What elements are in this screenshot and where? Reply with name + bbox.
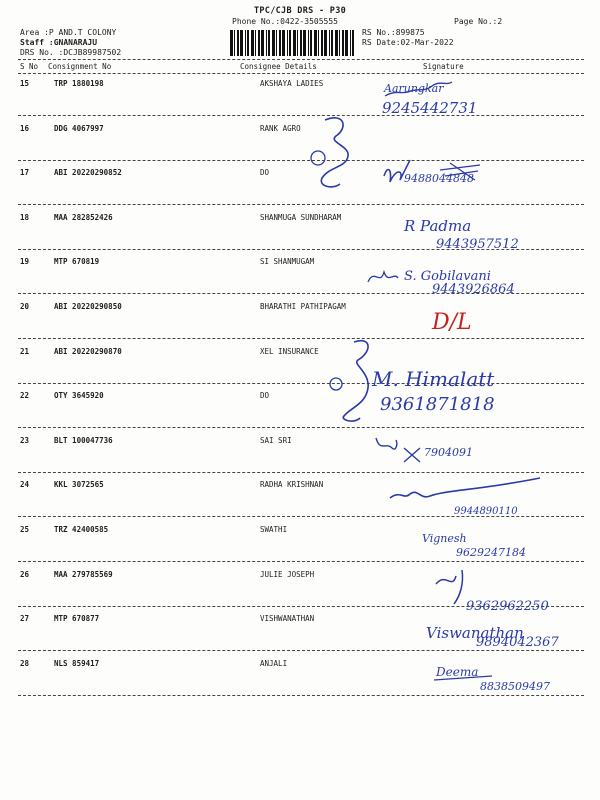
table-row xyxy=(0,480,600,524)
barcode-bar xyxy=(266,30,267,56)
barcode-bar xyxy=(293,30,296,56)
signature-phone: 9629247184 xyxy=(456,546,526,559)
sheet-title: TPC/CJB DRS - P30 xyxy=(253,6,347,16)
table-row xyxy=(0,659,600,703)
row-consignment-number: DDG 4067997 xyxy=(54,124,104,133)
signature-name: M. Himalatt xyxy=(372,367,495,391)
phone-number: Phone No.:0422-3505555 xyxy=(232,17,338,26)
barcode-bar xyxy=(345,30,348,56)
row-consignment-number: BLT 100047736 xyxy=(54,436,113,445)
table-row xyxy=(0,436,600,480)
barcode-bar xyxy=(272,30,275,56)
table-row xyxy=(0,391,600,435)
row-divider xyxy=(18,293,584,294)
row-consignee-name: DO xyxy=(260,168,270,177)
signature-name: R Padma xyxy=(404,217,472,235)
header-left-block xyxy=(20,28,121,58)
barcode-bar xyxy=(261,30,264,56)
signature-phone: 9944890110 xyxy=(454,506,518,517)
row-serial-number: 22 xyxy=(20,391,30,400)
barcode-bar xyxy=(352,30,354,56)
signature-phone: 9894042367 xyxy=(476,635,559,650)
row-consignee-name: JULIE JOSEPH xyxy=(260,570,315,579)
row-consignment-number: ABI 20220290870 xyxy=(54,347,122,356)
barcode-bar xyxy=(335,30,338,56)
barcode-bar xyxy=(282,30,285,56)
row-divider xyxy=(18,160,584,161)
page-number: Page No.:2 xyxy=(454,17,503,26)
barcode-bar xyxy=(230,30,233,56)
row-serial-number: 15 xyxy=(20,79,30,88)
signature-name: Aarungkar xyxy=(384,82,444,95)
row-consignment-number: ABI 20220290852 xyxy=(54,168,122,177)
row-divider xyxy=(18,606,584,607)
row-serial-number: 25 xyxy=(20,525,30,534)
barcode-bar xyxy=(300,30,302,56)
table-row xyxy=(0,614,600,658)
row-consignee-name: SAI SRI xyxy=(260,436,292,445)
row-consignee-name: SWATHI xyxy=(260,525,288,534)
row-divider xyxy=(18,204,584,205)
row-divider xyxy=(18,561,584,562)
barcode-bar xyxy=(331,30,333,56)
row-serial-number: 17 xyxy=(20,168,30,177)
row-divider xyxy=(18,695,584,696)
table-row xyxy=(0,525,600,569)
row-consignee-name: BHARATHI PATHIPAGAM xyxy=(260,302,346,311)
row-divider xyxy=(18,472,584,473)
barcode-bar xyxy=(247,30,249,56)
barcode-bar xyxy=(339,30,340,56)
barcode-bar xyxy=(279,30,281,56)
delivered-mark: D/L xyxy=(432,310,472,335)
signature-name: S. Gobilavani xyxy=(404,269,491,284)
row-serial-number: 19 xyxy=(20,257,30,266)
rs-number: RS No.:899875 xyxy=(362,28,425,37)
row-divider xyxy=(18,338,584,339)
row-consignment-number: MTP 670877 xyxy=(54,614,100,623)
signature-phone: 9488044848 xyxy=(404,172,474,185)
column-header-signature: Signature xyxy=(423,62,464,71)
barcode-bar xyxy=(318,30,319,56)
row-consignee-name: AKSHAYA LADIES xyxy=(260,79,324,88)
rs-date: RS Date:02-Mar-2022 xyxy=(362,38,454,47)
row-consignment-number: KKL 3072565 xyxy=(54,480,104,489)
row-consignee-name: RANK AGRO xyxy=(260,124,301,133)
row-consignment-number: MTP 670819 xyxy=(54,257,100,266)
row-consignment-number: MAA 282852426 xyxy=(54,213,113,222)
area-label: Area :P AND.T COLONY xyxy=(20,28,117,37)
row-divider xyxy=(18,383,584,384)
barcode-bar xyxy=(237,30,239,56)
row-consignee-name: RADHA KRISHNAN xyxy=(260,480,324,489)
signature-phone: 7904091 xyxy=(424,446,473,459)
table-row xyxy=(0,570,600,614)
row-divider xyxy=(18,650,584,651)
signature-name: Deema xyxy=(436,665,479,679)
barcode-bar xyxy=(234,30,235,56)
row-consignment-number: ABI 20220290850 xyxy=(54,302,122,311)
barcode-bar xyxy=(255,30,256,56)
barcode-bar xyxy=(321,30,323,56)
barcode-bar xyxy=(308,30,309,56)
signature-name: Viswanathan xyxy=(426,624,524,642)
signature-phone: 8838509497 xyxy=(480,680,550,693)
barcode xyxy=(230,30,354,56)
row-serial-number: 20 xyxy=(20,302,30,311)
row-consignee-name: DO xyxy=(260,391,270,400)
table-row xyxy=(0,302,600,346)
row-serial-number: 27 xyxy=(20,614,30,623)
signature-phone: 9362962250 xyxy=(466,599,549,614)
column-header-consignee: Consignee Details xyxy=(240,62,317,71)
row-serial-number: 26 xyxy=(20,570,30,579)
row-divider xyxy=(18,115,584,116)
table-row xyxy=(0,257,600,301)
barcode-bar xyxy=(245,30,246,56)
row-consignee-name: SI SHANMUGAM xyxy=(260,257,315,266)
row-consignee-name: XEL INSURANCE xyxy=(260,347,319,356)
row-consignee-name: VISHWANATHAN xyxy=(260,614,315,623)
header-rule-bottom xyxy=(18,73,584,74)
row-serial-number: 23 xyxy=(20,436,30,445)
barcode-bar xyxy=(310,30,312,56)
row-serial-number: 24 xyxy=(20,480,30,489)
signature-phone: 9245442731 xyxy=(382,99,478,117)
signature-phone: 9443926864 xyxy=(432,282,515,297)
row-divider xyxy=(18,427,584,428)
table-row xyxy=(0,124,600,168)
barcode-bar xyxy=(297,30,298,56)
barcode-bar xyxy=(342,30,344,56)
row-consignment-number: TRP 1880198 xyxy=(54,79,104,88)
barcode-bar xyxy=(329,30,330,56)
row-serial-number: 16 xyxy=(20,124,30,133)
column-header-sno: S No xyxy=(20,62,39,71)
row-serial-number: 18 xyxy=(20,213,30,222)
row-consignment-number: TRZ 42400585 xyxy=(54,525,109,534)
drs-number: DRS No. :DCJB89987502 xyxy=(20,48,122,57)
barcode-bar xyxy=(287,30,288,56)
barcode-bar xyxy=(350,30,351,56)
barcode-bar xyxy=(303,30,306,56)
header-rule-top xyxy=(18,59,584,60)
table-row xyxy=(0,213,600,257)
table-row xyxy=(0,79,600,123)
barcode-bar xyxy=(276,30,277,56)
row-divider xyxy=(18,516,584,517)
row-divider xyxy=(18,249,584,250)
barcode-bar xyxy=(314,30,317,56)
signature-phone: 9443957512 xyxy=(436,237,519,252)
header-right-block xyxy=(362,28,454,48)
table-row xyxy=(0,168,600,212)
row-consignment-number: OTY 3645920 xyxy=(54,391,104,400)
table-row xyxy=(0,347,600,391)
barcode-bar xyxy=(289,30,291,56)
row-serial-number: 28 xyxy=(20,659,30,668)
row-consignee-name: SHANMUGA SUNDHARAM xyxy=(260,213,342,222)
signature-phone: 9361871818 xyxy=(380,394,495,415)
row-consignment-number: MAA 279785569 xyxy=(54,570,113,579)
barcode-bar xyxy=(240,30,243,56)
barcode-bar xyxy=(268,30,270,56)
barcode-bar xyxy=(258,30,260,56)
barcode-bar xyxy=(251,30,254,56)
barcode-bar xyxy=(324,30,327,56)
signature-name: Vignesh xyxy=(422,532,467,545)
staff-label: Staff :GNANARAJU xyxy=(20,38,98,47)
column-header-consignment: Consignment No xyxy=(48,62,112,71)
row-serial-number: 21 xyxy=(20,347,30,356)
row-consignee-name: ANJALI xyxy=(260,659,288,668)
row-consignment-number: NLS 859417 xyxy=(54,659,100,668)
